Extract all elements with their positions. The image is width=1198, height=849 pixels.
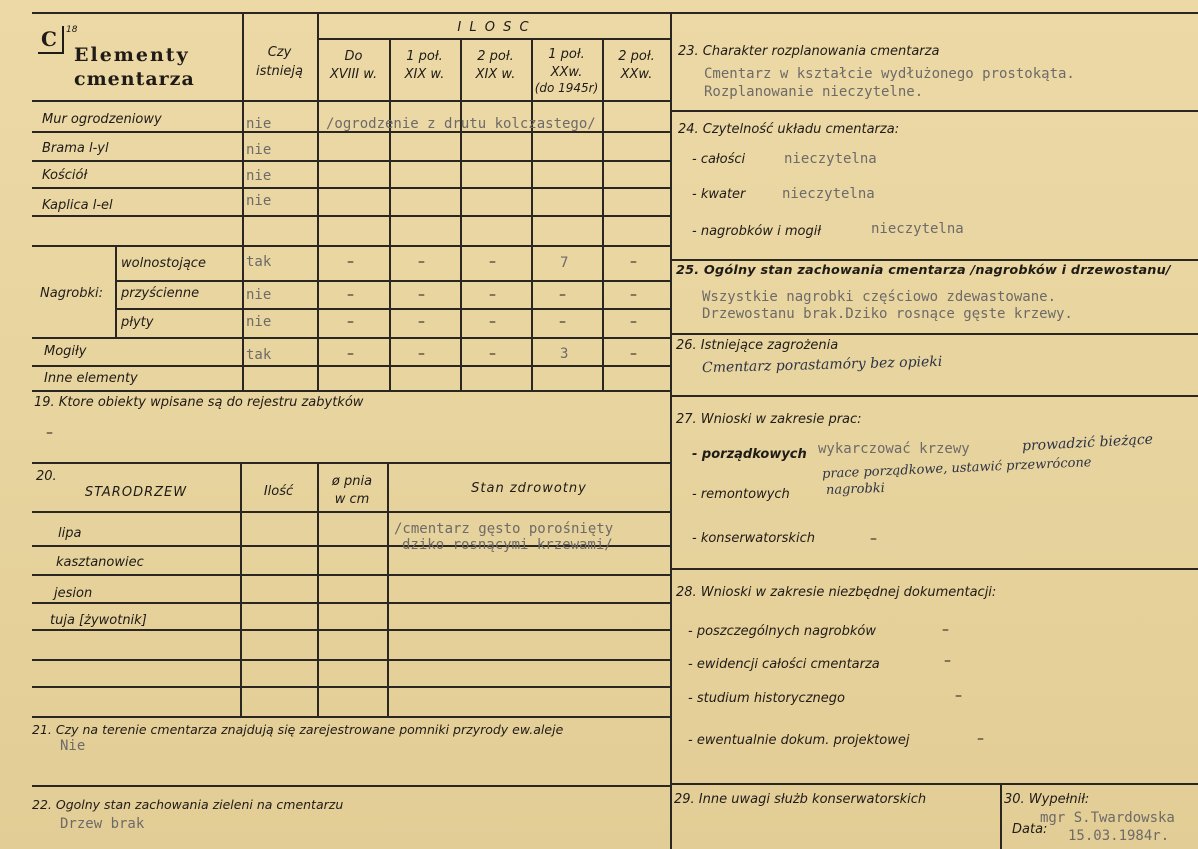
ilosc-rule <box>318 38 670 40</box>
s27-konserw-label: - konserwatorskich <box>692 531 815 546</box>
period-col-1-l1: Do <box>344 49 363 64</box>
s28-item-1-value: – <box>942 622 949 638</box>
period-col-3-l1: 2 poł. <box>477 49 514 64</box>
card-letter: C <box>41 27 57 51</box>
card-title-line1: Elementy <box>74 44 190 66</box>
row-mogily-v4: 3 <box>560 346 569 362</box>
right-rule <box>671 395 1198 397</box>
period-col-5-l2: XXw. <box>620 67 653 82</box>
row-mogily-v5: – <box>630 346 637 362</box>
row-plyty-v1: – <box>347 314 354 330</box>
row-rule <box>32 574 671 576</box>
row-mur-czy: nie <box>246 116 272 132</box>
row-przyscienne-v2: – <box>418 287 425 303</box>
row-mur-label: Mur ogrodzeniowy <box>42 112 162 127</box>
row-mogily-czy: tak <box>246 347 272 363</box>
s26-label: 26. Istniejące zagrożenia <box>676 338 839 353</box>
period-col-1-l2: XVIII w. <box>329 67 378 82</box>
row-mogily-v2: – <box>418 346 425 362</box>
s24-label: 24. Czytelność układu cmentarza: <box>678 122 900 137</box>
row-przyscienne-v1: – <box>347 287 354 303</box>
s27-porz-hw2: prace porządkowe, ustawić przewrócone <box>821 455 1092 482</box>
s20-col-pnia-l2: w cm <box>334 492 370 507</box>
s25-line2: Drzewostanu brak.Dziko rosnące gęste krzewy. <box>702 306 1073 322</box>
period-col-4-l2: XXw. <box>550 65 583 80</box>
s26-handwritten: Cmentarz porastamóry bez opieki <box>701 353 943 377</box>
col-rule <box>460 38 462 390</box>
s28-label: 28. Wnioski w zakresie niezbędnej dokumentacji: <box>676 585 997 600</box>
s27-porz-label: - porządkowych <box>692 447 807 462</box>
col-rule <box>602 38 604 390</box>
period-col-4-l1: 1 poł. <box>548 47 585 62</box>
row-plyty-v2: – <box>418 314 425 330</box>
row-rule <box>32 511 671 513</box>
s27-porz-hw1: prowadzić bieżące <box>1021 431 1154 455</box>
row-mogily-v1: – <box>347 346 354 362</box>
row-kosciol-czy: nie <box>246 168 272 184</box>
row-rule <box>32 686 671 688</box>
s22-value: Drzew brak <box>60 816 145 832</box>
col-rule <box>387 462 389 716</box>
s27-porz-typed: wykarczować krzewy <box>818 441 970 457</box>
row-wolnostojace-v3: – <box>489 254 496 270</box>
row-mogily-v3: – <box>489 346 496 362</box>
row-mogily-label: Mogiły <box>44 344 87 359</box>
s24-kwater-label: - kwater <box>692 187 746 202</box>
row-kaplica-label: Kaplica l-el <box>42 198 113 213</box>
s23-line1: Cmentarz w kształcie wydłużonego prostokąta. <box>704 66 1075 82</box>
row-mur-note: /ogrodzenie z drutu kolczastego/ <box>326 116 596 132</box>
row-rule <box>32 785 671 787</box>
row-przyscienne-v4: – <box>559 287 566 303</box>
row-wolnostojace-czy: tak <box>246 254 272 270</box>
s23-line2: Rozplanowanie nieczytelne. <box>704 84 924 100</box>
s20-col-ilosc: Ilość <box>263 484 294 499</box>
row-rule <box>32 390 671 392</box>
nagrobki-label: Nagrobki: <box>40 286 104 301</box>
period-col-2-l2: XIX w. <box>404 67 445 82</box>
row-przyscienne-v3: – <box>489 287 496 303</box>
row-rule <box>32 187 671 189</box>
czy-header-line2: istnieją <box>256 64 303 79</box>
row-rule <box>115 280 671 282</box>
s19-label: 19. Ktore obiekty wpisane są do rejestru zabytków <box>34 395 364 410</box>
card-title-line2: cmentarza <box>74 68 195 90</box>
s24-kwater-value: nieczytelna <box>782 186 875 202</box>
row-rule <box>32 215 671 217</box>
s28-item-4-value: – <box>977 731 984 747</box>
right-rule <box>671 110 1198 112</box>
tree-lipa: lipa <box>58 526 82 541</box>
s30-date: 15.03.1984r. <box>1068 828 1170 844</box>
s21-label: 21. Czy na terenie cmentarza znajdują się zarejestrowane pomniki przyrody ew.aleje <box>32 722 564 737</box>
s27-remont-label: - remontowych <box>692 487 790 502</box>
row-rule <box>32 629 671 631</box>
row-brama-label: Brama l-yl <box>42 141 109 156</box>
row-przyscienne-label: przyścienne <box>121 286 200 301</box>
s30-data-label: Data: <box>1012 822 1048 837</box>
top-border <box>32 12 1198 14</box>
s20-col-pnia-l1: ø pnia <box>331 474 373 489</box>
row-przyscienne-czy: nie <box>246 287 272 303</box>
row-wolnostojace-v1: – <box>347 254 354 270</box>
s27-porz-hw3: nagrobki <box>825 480 886 499</box>
row-rule <box>32 659 671 661</box>
s24-calosci-value: nieczytelna <box>784 151 877 167</box>
s25-line1: Wszystkie nagrobki częściowo zdewastowane. <box>702 289 1057 305</box>
row-rule <box>32 337 671 339</box>
s24-nagrobkow-value: nieczytelna <box>871 221 964 237</box>
s22-label: 22. Ogolny stan zachowania zieleni na cmentarzu <box>32 797 344 812</box>
row-rule <box>32 462 671 464</box>
row-plyty-v3: – <box>489 314 496 330</box>
row-rule <box>32 245 671 247</box>
row-rule <box>115 308 671 310</box>
card-superscript: 18 <box>66 25 78 35</box>
row-plyty-czy: nie <box>246 314 272 330</box>
s23-label: 23. Charakter rozplanowania cmentarza <box>678 44 940 59</box>
row-rule <box>32 716 671 718</box>
right-rule <box>671 783 1198 785</box>
period-col-4-l3: (do 1945r) <box>534 81 599 95</box>
right-rule <box>671 259 1198 261</box>
s24-calosci-label: - całości <box>692 152 746 167</box>
s28-item-2-value: – <box>944 653 951 669</box>
row-wolnostojace-v2: – <box>418 254 425 270</box>
s20-number: 20. <box>36 469 57 484</box>
row-przyscienne-v5: – <box>630 287 637 303</box>
row-inne-label: Inne elementy <box>44 371 138 386</box>
s28-item-3-label: - studium historycznego <box>688 691 845 706</box>
s29-label: 29. Inne uwagi służb konserwatorskich <box>674 792 927 807</box>
s30-rule <box>1000 783 1002 849</box>
row-rule <box>32 160 671 162</box>
row-plyty-v4: – <box>559 314 566 330</box>
s25-label: 25. Ogólny stan zachowania cmentarza /nagrobków i drzewostanu/ <box>676 263 1171 278</box>
row-kaplica-czy: nie <box>246 193 272 209</box>
period-col-3-l2: XIX w. <box>475 67 516 82</box>
right-rule <box>671 333 1198 335</box>
s30-name: mgr S.Twardowska <box>1040 810 1175 826</box>
col-rule <box>389 38 391 390</box>
col-rule <box>240 462 242 716</box>
period-col-5-l1: 2 poł. <box>618 49 655 64</box>
s20-stan-line1: /cmentarz gęsto porośnięty <box>394 521 614 537</box>
s20-stan-line2: dziko rosnącymi krzewami/ <box>402 537 613 553</box>
tree-tuja: tuja [żywotnik] <box>50 613 147 628</box>
s30-label: 30. Wypełnił: <box>1004 792 1090 807</box>
s28-item-4-label: - ewentualnie dokum. projektowej <box>688 733 910 748</box>
center-divider <box>670 12 672 849</box>
row-rule <box>32 365 671 367</box>
s28-item-1-label: - poszczególnych nagrobków <box>688 624 876 639</box>
nagrobki-rule <box>115 245 117 337</box>
row-brama-czy: nie <box>246 142 272 158</box>
row-wolnostojace-label: wolnostojące <box>121 256 206 271</box>
s21-value: Nie <box>60 738 86 754</box>
s20-col-name: STARODRZEW <box>84 485 188 500</box>
s28-item-3-value: – <box>955 688 962 704</box>
row-kosciol-label: Kościół <box>42 168 88 183</box>
row-plyty-v5: – <box>630 314 637 330</box>
row-plyty-label: płyty <box>121 315 154 330</box>
s20-col-stan: Stan zdrowotny <box>471 481 587 496</box>
period-col-2-l1: 1 poł. <box>406 49 443 64</box>
row-rule <box>32 602 671 604</box>
czy-header-line1: Czy <box>267 45 292 60</box>
s19-value: – <box>46 425 53 441</box>
s28-item-2-label: - ewidencji całości cmentarza <box>688 657 880 672</box>
s24-nagrobkow-label: - nagrobków i mogił <box>692 224 822 239</box>
tree-kasztanowiec: kasztanowiec <box>56 555 144 570</box>
row-wolnostojace-v5: – <box>630 254 637 270</box>
row-wolnostojace-v4: 7 <box>560 255 569 271</box>
s27-konserw-value: – <box>870 531 877 547</box>
right-rule <box>671 568 1198 570</box>
s27-label: 27. Wnioski w zakresie prac: <box>676 412 862 427</box>
header-bottom-rule <box>32 100 671 102</box>
tree-jesion: jesion <box>54 586 93 601</box>
ilosc-header: I L O S C <box>457 20 531 35</box>
